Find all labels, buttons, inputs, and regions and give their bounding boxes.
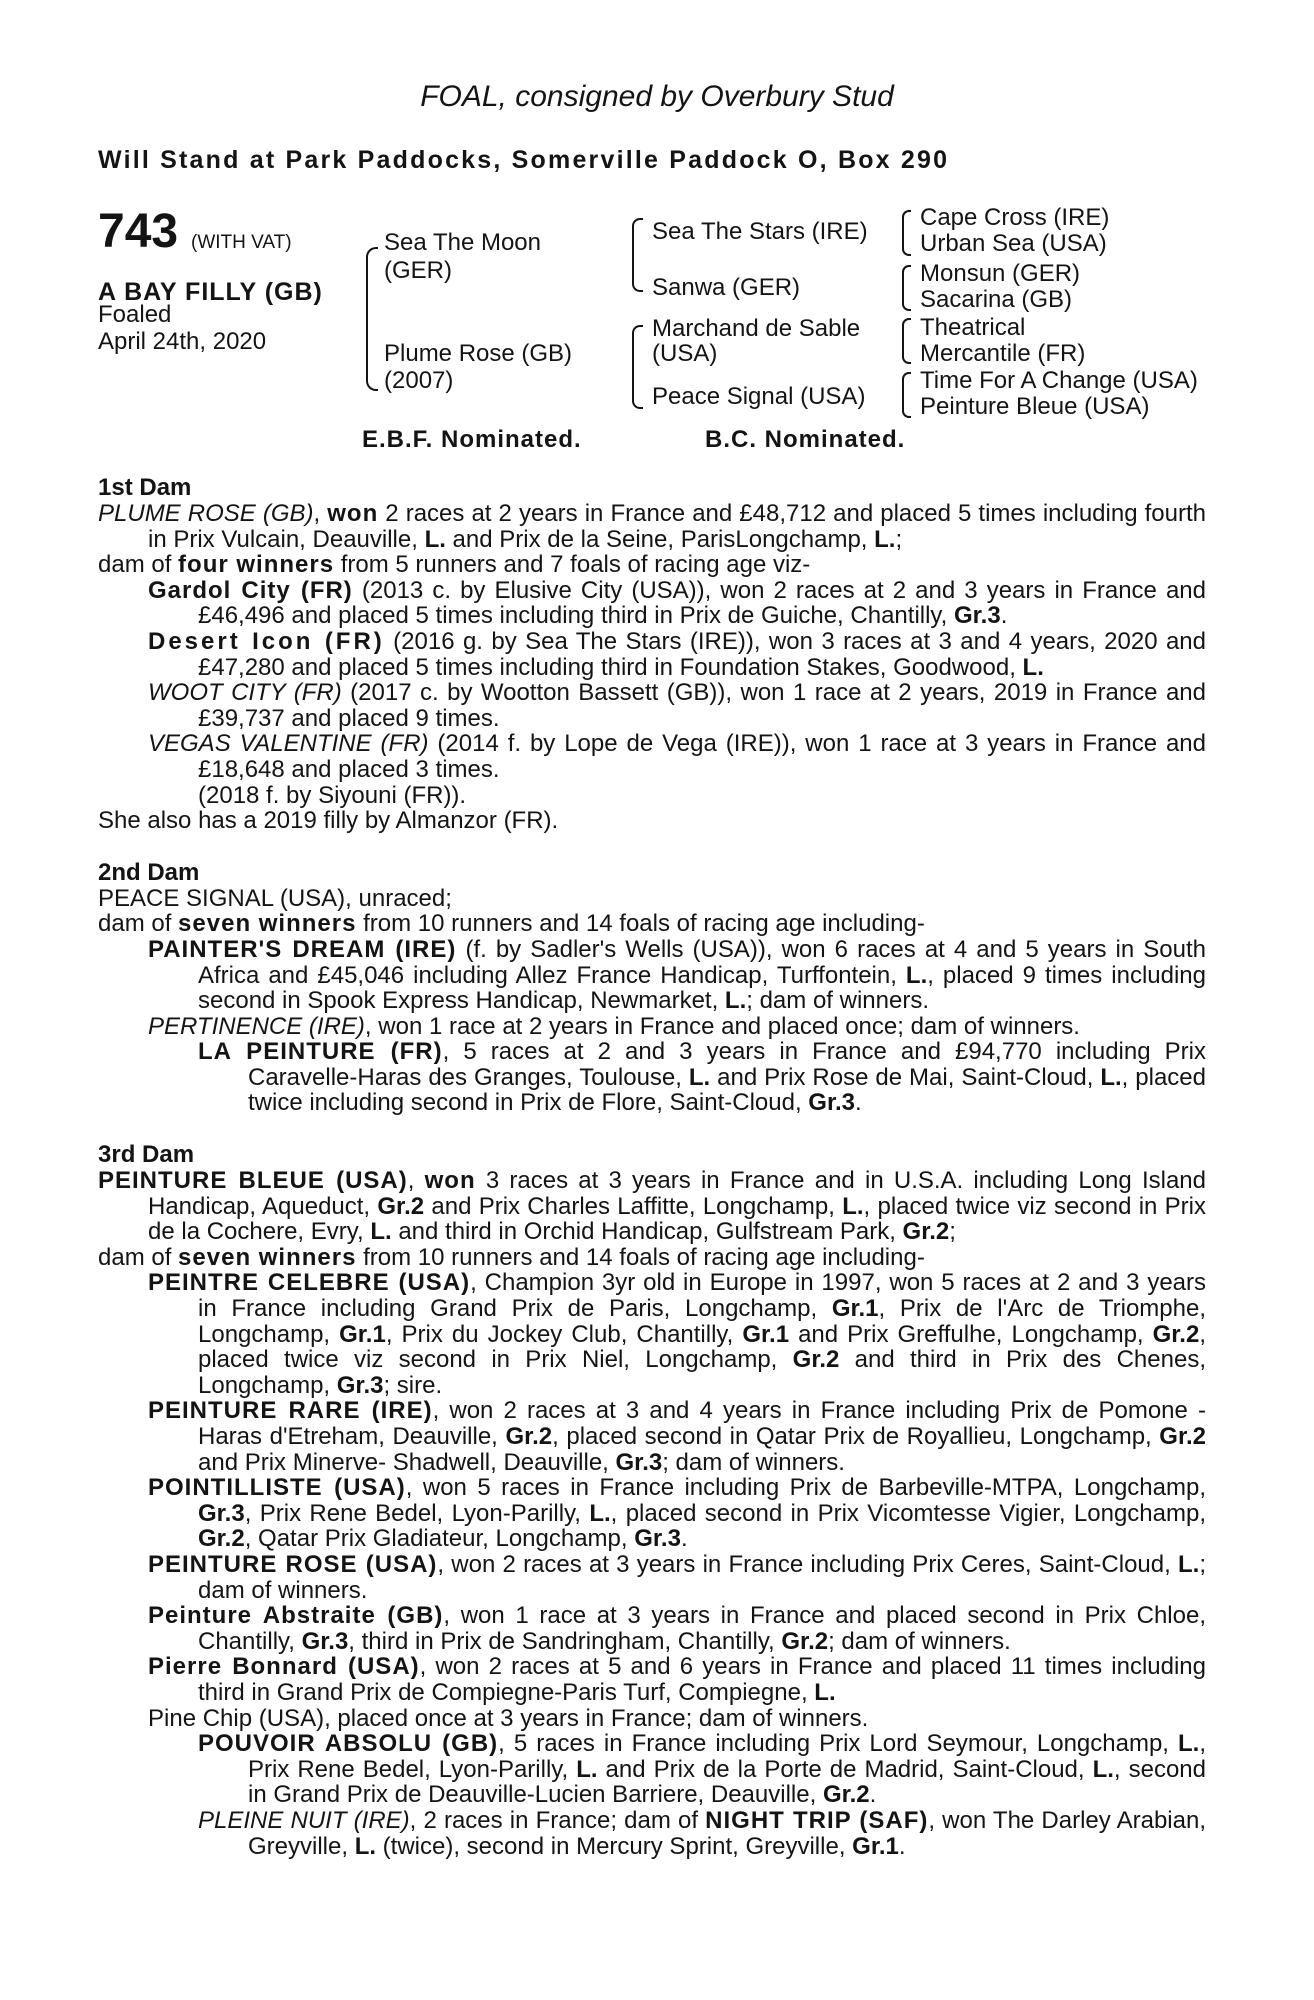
first-dam-section: [98, 475, 1206, 834]
grand-offspring-entry: PLEINE NUIT (IRE), 2 races in France; dam of NIGHT TRIP (SAF), won The Darley Arabian, Greyville, L. (twice), second in Mercury Sprint, Greyville, Gr.1.: [198, 1806, 1206, 1860]
offspring-name: POINTILLISTE (USA): [148, 1474, 406, 1502]
offspring-name: WOOT CITY (FR): [148, 679, 342, 707]
sire-dam: Sanwa (GER): [652, 274, 801, 301]
dam-sire-sire: Theatrical: [920, 314, 1026, 341]
offspring-name: LA PEINTURE (FR): [198, 1038, 443, 1066]
bc-nominated: B.C. Nominated.: [705, 426, 906, 453]
offspring-name: Pierre Bonnard (USA): [148, 1653, 420, 1681]
offspring-entry: Desert Icon (FR) (2016 g. by Sea The Stars (IRE)), won 3 races at 3 and 4 years, 2020 and £47,280 and placed 5 times including third in Foundation Stakes, Goodwood, L.: [148, 627, 1207, 681]
offspring-name: Gardol City (FR): [148, 576, 353, 604]
pedigree-brace-3a: [902, 210, 911, 256]
third-dam-section: [98, 1142, 1206, 1859]
pedigree-brace-3b: [902, 265, 911, 311]
third-dam-name: PEINTURE BLEUE (USA): [98, 1167, 408, 1195]
dam-name: Plume Rose (GB): [384, 340, 573, 367]
dam-sire: Marchand de Sable: [652, 315, 861, 342]
pedigree-brace-dam: [632, 325, 643, 409]
offspring-name: PEINTRE CELEBRE (USA): [148, 1269, 471, 1297]
dam-dam-dam: Peinture Bleue (USA): [920, 393, 1150, 420]
pedigree-brace-3c: [902, 318, 911, 364]
second-dam-produce-summary: dam of seven winners from 10 runners and 14 foals of racing age including-: [98, 910, 925, 938]
offspring-entry: Peinture Abstraite (GB), won 1 race at 3 years in France and placed second in Prix Chloe, Chantilly, Gr.3, third in Prix de Sandringham, Chantilly, Gr.2; dam of winners.: [148, 1602, 1206, 1655]
dam-sire-country: (USA): [652, 340, 718, 367]
second-dam-section: [98, 860, 1206, 1116]
offspring-name: PEINTURE ROSE (USA): [148, 1550, 438, 1578]
second-dam-record: PEACE SIGNAL (USA), unraced;: [98, 884, 452, 912]
offspring-name: PEINTURE RARE (IRE): [148, 1397, 433, 1425]
first-dam-produce-summary: dam of four winners from 5 runners and 7 foals of racing age viz-: [98, 551, 811, 579]
offspring-name: VEGAS VALENTINE (FR): [148, 730, 429, 758]
sire-name: Sea The Moon: [384, 229, 541, 256]
dam-dam-sire: Time For A Change (USA): [920, 367, 1198, 394]
foaled-label: Foaled: [98, 301, 172, 328]
pedigree-brace-sire: [632, 218, 643, 292]
sire-sire: Sea The Stars (IRE): [652, 218, 868, 245]
offspring-entry: PEINTRE CELEBRE (USA), Champion 3yr old in Europe in 1997, won 5 races at 2 and 3 years in France including Grand Prix de Paris, Longchamp, Gr.1, Prix de l'Arc de Triomphe, Longchamp, Gr.1, Prix du Jockey Club, Chantilly, Gr.1 and Prix Greffulhe, Longchamp, Gr.2, placed twice viz second in Prix Niel, Longchamp, Gr.2 and third in Prix des Chenes, Longchamp, Gr.3; sire.: [148, 1269, 1207, 1399]
offspring-entry: PERTINENCE (IRE), won 1 race at 2 years in France and placed once; dam of winners.: [148, 1012, 1080, 1040]
offspring-entry: Gardol City (FR) (2013 c. by Elusive City (USA)), won 2 races at 2 and 3 years in France and £46,496 and placed 5 times including third in Prix de Guiche, Chantilly, Gr.3.: [148, 576, 1207, 630]
first-dam-record: PLUME ROSE (GB), won 2 races at 2 years in France and £48,712 and placed 5 times including fourth in Prix Vulcain, Deauville, L. and Prix de la Seine, ParisLongchamp, L.;: [98, 500, 1206, 553]
foaled-date: April 24th, 2020: [98, 328, 267, 355]
offspring-name: Desert Icon (FR): [148, 627, 385, 655]
offspring-entry: Pierre Bonnard (USA), won 2 races at 5 and 6 years in France and placed 11 times including third in Grand Prix de Compiegne-Paris Turf, Compiegne, L.: [148, 1653, 1206, 1706]
pedigree-brace-gen1: [366, 247, 378, 391]
offspring-entry: WOOT CITY (FR) (2017 c. by Wootton Bassett (GB)), won 1 race at 2 years, 2019 in France and £39,737 and placed 9 times.: [148, 679, 1206, 732]
sire-country: (GER): [384, 257, 452, 284]
dam-sire-dam: Mercantile (FR): [920, 340, 1086, 367]
offspring-entry: VEGAS VALENTINE (FR) (2014 f. by Lope de Vega (IRE)), won 1 race at 3 years in France and £18,648 and placed 3 times.: [148, 730, 1207, 783]
offspring-name: Peinture Abstraite (GB): [148, 1602, 444, 1630]
offspring-entry: PEINTURE ROSE (USA), won 2 races at 3 years in France including Prix Ceres, Saint-Cloud, L.; dam of winners.: [148, 1550, 1206, 1604]
sire-sire-sire: Cape Cross (IRE): [920, 204, 1110, 231]
sale-heading: FOAL, consigned by Overbury Stud: [420, 80, 894, 113]
pedigree-brace-3d: [902, 372, 911, 418]
first-dam-also-note: She also has a 2019 filly by Almanzor (FR).: [98, 807, 559, 835]
second-dam-heading: 2nd Dam: [98, 858, 200, 886]
offspring-entry: (2018 f. by Siyouni (FR)).: [198, 781, 467, 809]
offspring-name: PAINTER'S DREAM (IRE): [148, 935, 457, 963]
third-dam-record: PEINTURE BLEUE (USA), won 3 races at 3 years in France and in U.S.A. including Long Island Handicap, Aqueduct, Gr.2 and Prix Charles Laffitte, Longchamp, L., placed twice viz second in Prix de la Cochere, Evry, L. and third in Orchid Handicap, Gulfstream Park, Gr.2;: [98, 1167, 1206, 1246]
ebf-nominated: E.B.F. Nominated.: [362, 426, 582, 453]
sire-dam-sire: Monsun (GER): [920, 260, 1081, 287]
offspring-entry: POINTILLISTE (USA), won 5 races in France including Prix de Barbeville-MTPA, Longchamp, Gr.3, Prix Rene Bedel, Lyon-Parilly, L., placed second in Prix Vicomtesse Vigier, Longchamp, Gr.2, Qatar Prix Gladiateur, Longchamp, Gr.3.: [148, 1474, 1206, 1553]
grand-offspring-entry: LA PEINTURE (FR), 5 races at 2 and 3 years in France and £94,770 including Prix Caravelle-Haras des Granges, Toulouse, L. and Prix Rose de Mai, Saint-Cloud, L., placed twice including second in Prix de Flore, Saint-Cloud, Gr.3.: [198, 1038, 1207, 1117]
lot-number: 743: [98, 205, 179, 258]
offspring-name: POUVOIR ABSOLU (GB): [198, 1730, 499, 1758]
third-dam-produce-summary: dam of seven winners from 10 runners and 14 foals of racing age including-: [98, 1243, 925, 1271]
vat-label: (WITH VAT): [191, 232, 292, 253]
first-dam-name: PLUME ROSE (GB): [98, 500, 314, 527]
stand-location: Will Stand at Park Paddocks, Somerville Paddock O, Box 290: [98, 146, 950, 174]
offspring-name: PERTINENCE (IRE): [148, 1012, 365, 1040]
dam-year: (2007): [384, 367, 454, 394]
lot-name: A BAY FILLY (GB): [98, 278, 323, 306]
first-dam-heading: 1st Dam: [98, 474, 192, 501]
catalogue-body: [98, 475, 1206, 1859]
offspring-entry: Pine Chip (USA), placed once at 3 years in France; dam of winners.: [148, 1704, 869, 1732]
dam-dam: Peace Signal (USA): [652, 383, 866, 410]
offspring-entry: PAINTER'S DREAM (IRE) (f. by Sadler's Wells (USA)), won 6 races at 4 and 5 years in South Africa and £45,046 including Allez France Handicap, Turffontein, L., placed 9 times including second in Spook Express Handicap, Newmarket, L.; dam of winners.: [148, 935, 1207, 1015]
offspring-entry: PEINTURE RARE (IRE), won 2 races at 3 and 4 years in France including Prix de Pomone - Haras d'Etreham, Deauville, Gr.2, placed second in Qatar Prix de Royallieu, Longchamp, Gr.2 and Prix Minerve- Shadwell, Deauville, Gr.3; dam of winners.: [148, 1397, 1206, 1476]
third-dam-heading: 3rd Dam: [98, 1141, 195, 1169]
sire-sire-dam: Urban Sea (USA): [920, 230, 1107, 257]
grand-offspring-entry: POUVOIR ABSOLU (GB), 5 races in France including Prix Lord Seymour, Longchamp, L., Prix Rene Bedel, Lyon-Parilly, L. and Prix de la Porte de Madrid, Saint-Cloud, L., second in Grand Prix de Deauville-Lucien Barriere, Deauville, Gr.2.: [198, 1730, 1206, 1809]
offspring-name: PLEINE NUIT (IRE): [198, 1806, 410, 1834]
sire-dam-dam: Sacarina (GB): [920, 286, 1073, 313]
